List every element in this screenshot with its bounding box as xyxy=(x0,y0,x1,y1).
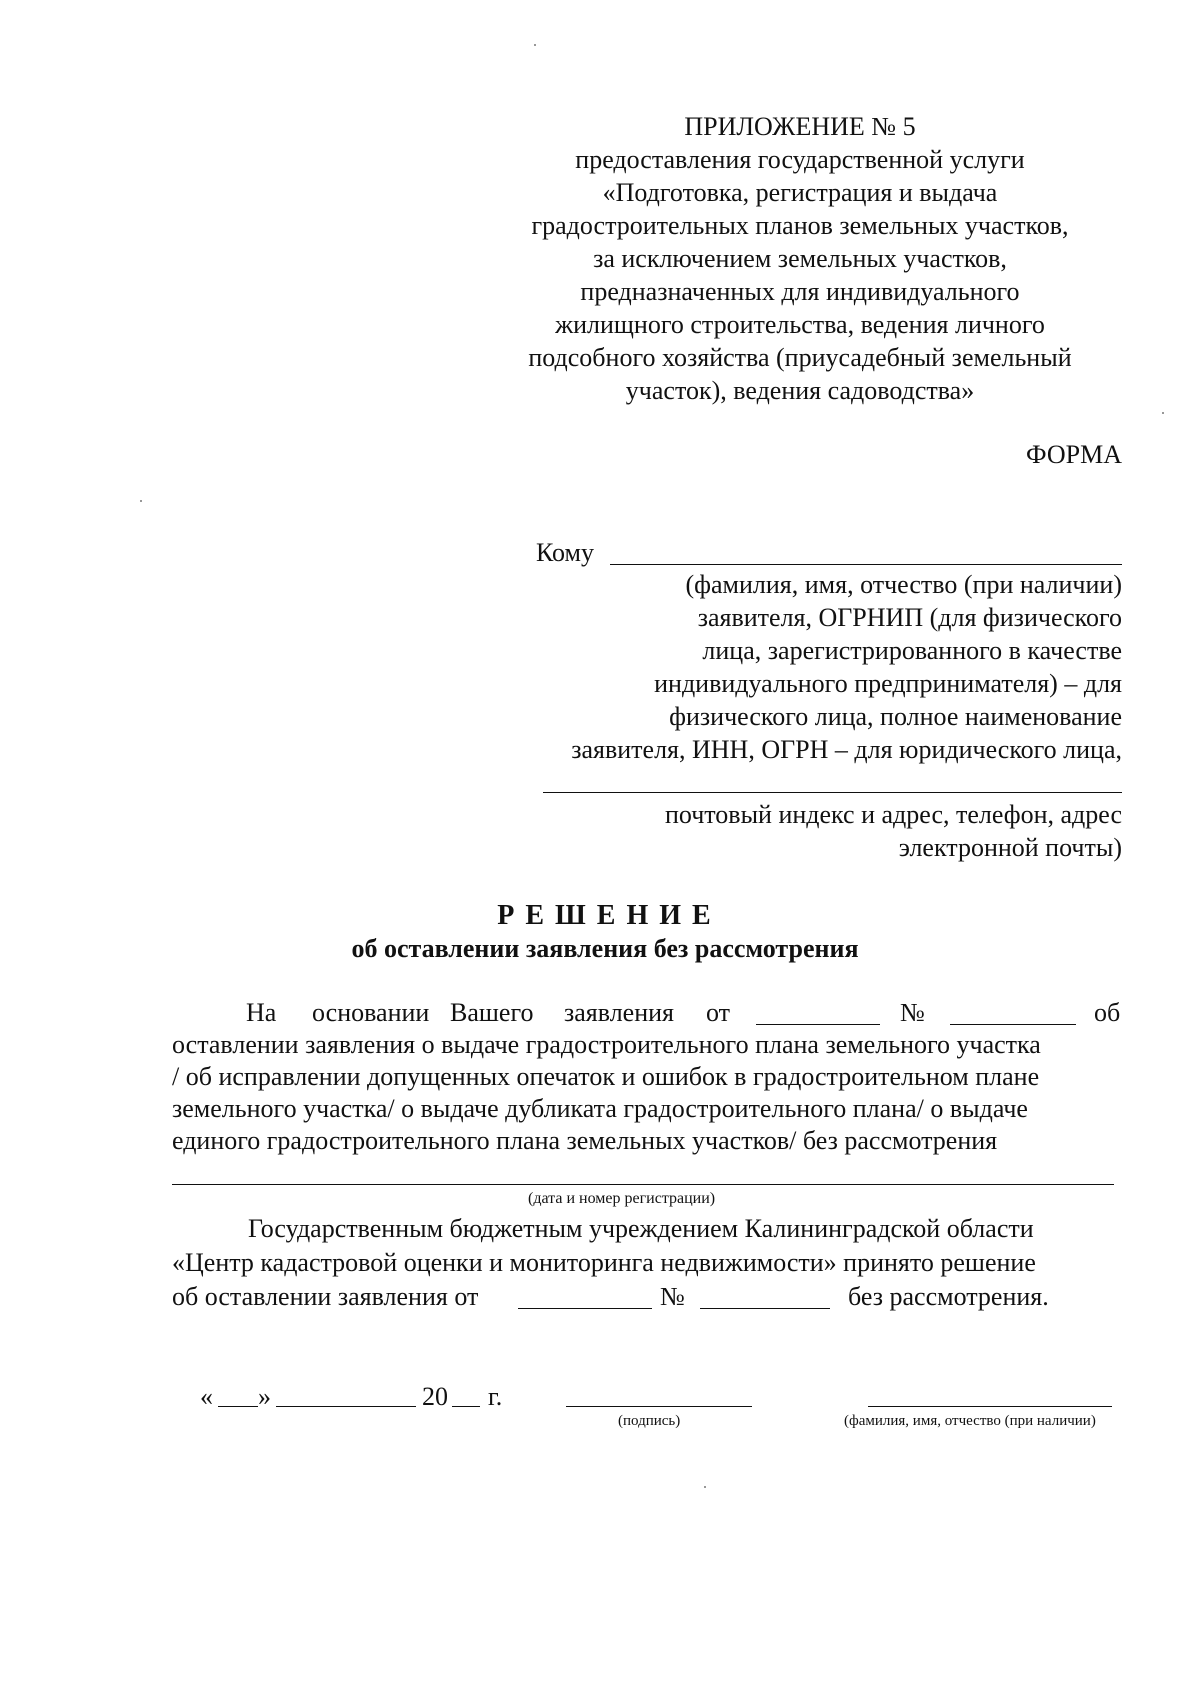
appendix-line: «Подготовка, регистрация и выдача xyxy=(602,178,998,207)
scan-speck xyxy=(140,500,142,502)
appendix-line: за исключением земельных участков, xyxy=(593,244,1007,273)
p2-number-blank xyxy=(700,1308,830,1309)
signature-caption: (подпись) xyxy=(618,1413,681,1429)
date-quote-close: » xyxy=(258,1382,271,1411)
addressee-line: электронной почты) xyxy=(898,833,1122,862)
p2-text-b: без рассмотрения. xyxy=(848,1282,1049,1311)
decision-subtitle: об оставлении заявления без рассмотрения xyxy=(351,934,859,963)
registration-caption: (дата и номер регистрации) xyxy=(528,1190,716,1207)
p1-word: заявления xyxy=(564,998,675,1027)
form-label: ФОРМА xyxy=(1026,440,1122,469)
name-blank xyxy=(868,1406,1112,1407)
year-blank xyxy=(452,1406,480,1407)
appendix-line: градостроительных планов земельных участков, xyxy=(531,211,1069,240)
paragraph-2-line: «Центр кадастровой оценки и мониторинга недвижимости» принято решение xyxy=(172,1248,1036,1277)
addressee-line: физического лица, полное наименование xyxy=(669,702,1122,731)
day-blank xyxy=(218,1406,258,1407)
date-blank xyxy=(756,1024,880,1025)
addressee-line: почтовый индекс и адрес, телефон, адрес xyxy=(664,800,1122,829)
addressee-line: индивидуального предпринимателя) – для xyxy=(654,669,1122,698)
appendix-line: предоставления государственной услуги xyxy=(575,145,1025,174)
month-blank xyxy=(276,1406,416,1407)
appendix-line: жилищного строительства, ведения личного xyxy=(555,310,1045,339)
scan-speck xyxy=(1162,412,1164,414)
p1-num-sign: № xyxy=(900,998,925,1027)
appendix-line: подсобного хозяйства (приусадебный земельный xyxy=(528,343,1072,372)
p1-word: Вашего xyxy=(450,998,534,1027)
paragraph-2-line: Государственным бюджетным учреждением Калининградской области xyxy=(248,1214,1034,1243)
addressee-underline xyxy=(610,564,1122,565)
p2-num-sign: № xyxy=(660,1282,685,1311)
date-quote-open: « xyxy=(200,1382,213,1411)
p1-word: На xyxy=(246,998,277,1027)
signature-blank xyxy=(566,1406,752,1407)
p1-word: основании xyxy=(312,998,430,1027)
year-prefix: 20 xyxy=(422,1382,448,1411)
scan-speck xyxy=(704,1486,706,1488)
p1-word: от xyxy=(706,998,731,1027)
addressee-underline-2 xyxy=(543,792,1122,793)
addressee-line: заявителя, ИНН, ОГРН – для юридического лица, xyxy=(571,735,1122,764)
registration-blank xyxy=(172,1184,1114,1185)
paragraph-1-line: / об исправлении допущенных опечаток и ошибок в градостроительном плане xyxy=(172,1062,1040,1091)
paragraph-1-line: единого градостроительного плана земельных участков/ без рассмотрения xyxy=(172,1126,998,1155)
addressee-line: заявителя, ОГРНИП (для физического xyxy=(697,603,1122,632)
appendix-line: предназначенных для индивидуального xyxy=(580,277,1020,306)
name-caption: (фамилия, имя, отчество (при наличии) xyxy=(844,1413,1096,1429)
paragraph-1-line: оставлении заявления о выдаче градостроительного плана земельного участка xyxy=(172,1030,1041,1059)
p2-text-a: об оставлении заявления от xyxy=(172,1282,479,1311)
p2-date-blank xyxy=(518,1308,652,1309)
appendix-title: ПРИЛОЖЕНИЕ № 5 xyxy=(684,112,916,141)
paragraph-1-line: земельного участка/ о выдаче дубликата градостроительного плана/ о выдаче xyxy=(172,1094,1028,1123)
addressee-label: Кому xyxy=(536,538,595,567)
appendix-line: участок), ведения садоводства» xyxy=(625,376,975,405)
decision-title: Р Е Ш Е Н И Е xyxy=(497,900,713,931)
year-suffix: г. xyxy=(488,1382,503,1411)
addressee-line: (фамилия, имя, отчество (при наличии) xyxy=(685,570,1122,599)
p1-word-end: об xyxy=(1094,998,1121,1027)
addressee-line: лица, зарегистрированного в качестве xyxy=(702,636,1122,665)
scan-speck xyxy=(534,44,536,46)
number-blank xyxy=(950,1024,1076,1025)
